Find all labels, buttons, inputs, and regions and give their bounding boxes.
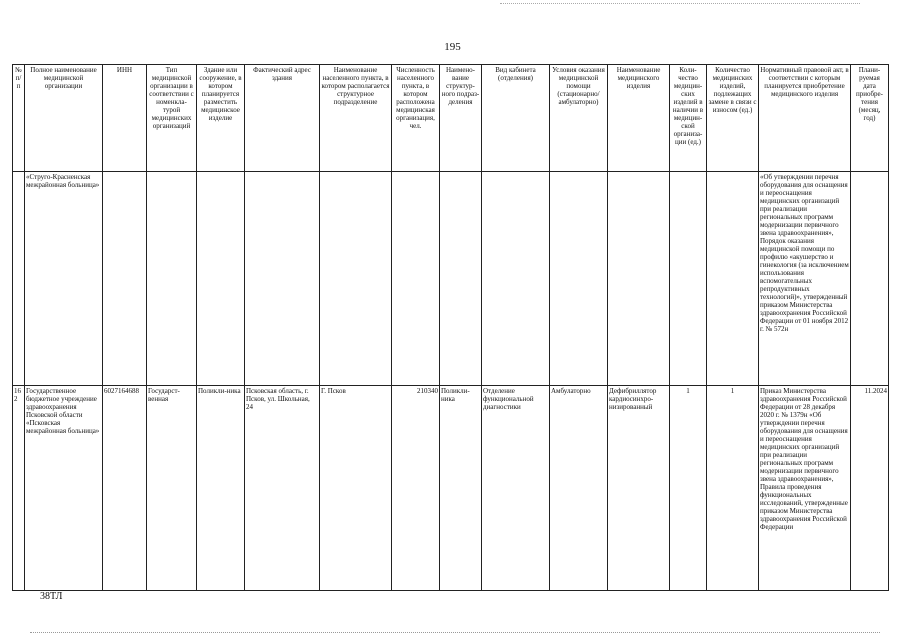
column-header: Фактический адрес здания [245,65,320,172]
population [392,172,440,386]
registry-table [12,64,889,591]
address: Псковская область, г. Псков, ул. Школьная, 24 [245,386,320,591]
structural-unit: Поликли-ника [440,386,482,591]
cabinet-type [482,172,550,386]
organization-name: «Струго-Красненская межрайонная больница» [25,172,103,386]
row-number [13,172,25,386]
quantity-to-replace: 1 [707,386,759,591]
column-header: Количество медицинских изделий, подлежащих замене в связи с износом (ед.) [707,65,759,172]
planned-date: 11.2024 [851,386,889,591]
column-header: Условия оказания медицинской помощи (стационарно/ амбулаторно) [550,65,608,172]
quantity-to-replace [707,172,759,386]
page-number: 195 [444,41,461,53]
table-header-row [13,65,889,172]
device-name: Дефибриллятор кардиосинхро-низированный [608,386,670,591]
building: Поликли-ника [197,386,245,591]
column-header: Полное наименование медицинской организации [25,65,103,172]
quantity-available [670,172,707,386]
cabinet-type: Отделение функциональной диагностики [482,386,550,591]
column-header: Нормативный правовой акт, в соответствии с которым планируется приобретение медицинского изделия [759,65,851,172]
building [197,172,245,386]
structural-unit [440,172,482,386]
column-header: № п/п [13,65,25,172]
scan-artifact-top [500,3,860,4]
inn [103,172,147,386]
planned-date [851,172,889,386]
column-header: Коли-чество медицин-ских изделий в наличии в медицин-ской организа-ции (ед.) [670,65,707,172]
population: 210340 [392,386,440,591]
row-number: 162 [13,386,25,591]
address [245,172,320,386]
quantity-available: 1 [670,386,707,591]
table-row [13,386,889,591]
column-header: ИНН [103,65,147,172]
table-row [13,172,889,386]
column-header: Наименование населенного пункта, в котором располагается структурное подразделение [320,65,392,172]
settlement [320,172,392,386]
normative-act: Приказ Министерства здравоохранения Российской Федерации от 28 декабря 2020 г. № 1379н «Об утверждении перечня оборудования для оснащения и переоснащения медицинских организаций при реализации региональных программ модернизации первичного звена здравоохранения», Правила проведения функциональных исследований, утвержденные приказом Министерства здравоохранения Российской Федерации [759,386,851,591]
device-name [608,172,670,386]
column-header: Плани-руемая дата приобре-тения (месяц, год) [851,65,889,172]
care-conditions [550,172,608,386]
column-header: Наимено-вание структур-ного подраз-деления [440,65,482,172]
column-header: Здание или сооружение, в котором планируется разместить медицинское изделие [197,65,245,172]
settlement: Г. Псков [320,386,392,591]
column-header: Численность населенного пункта, в котором расположена медицинская организация, чел. [392,65,440,172]
normative-act: «Об утверждении перечня оборудования для оснащения и переоснащения медицинских организаций при реализации региональных программ модернизации первичного звена здравоохранения», Порядок оказания медицинской помощи по профилю «акушерство и гинекология (за исключением использования вспомогательных репродуктивных технологий)», утвержденный приказом Министерства здравоохранения Российской Федерации от 01 ноября 2012 г. № 572н [759,172,851,386]
column-header: Наименование медицинского изделия [608,65,670,172]
column-header: Тип медицинской организации в соответствии с номенкла-турой медицинских организаций [147,65,197,172]
inn: 6027164688 [103,386,147,591]
column-header: Вид кабинета (отделения) [482,65,550,172]
care-conditions: Амбулаторно [550,386,608,591]
organization-name: Государственное бюджетное учреждение здравоохранения Псковской области «Псковская межрайонная больница» [25,386,103,591]
scan-artifact-bottom [30,632,880,633]
organization-type: Государст-венная [147,386,197,591]
footer-mark: 38ТЛ [40,591,63,602]
organization-type [147,172,197,386]
